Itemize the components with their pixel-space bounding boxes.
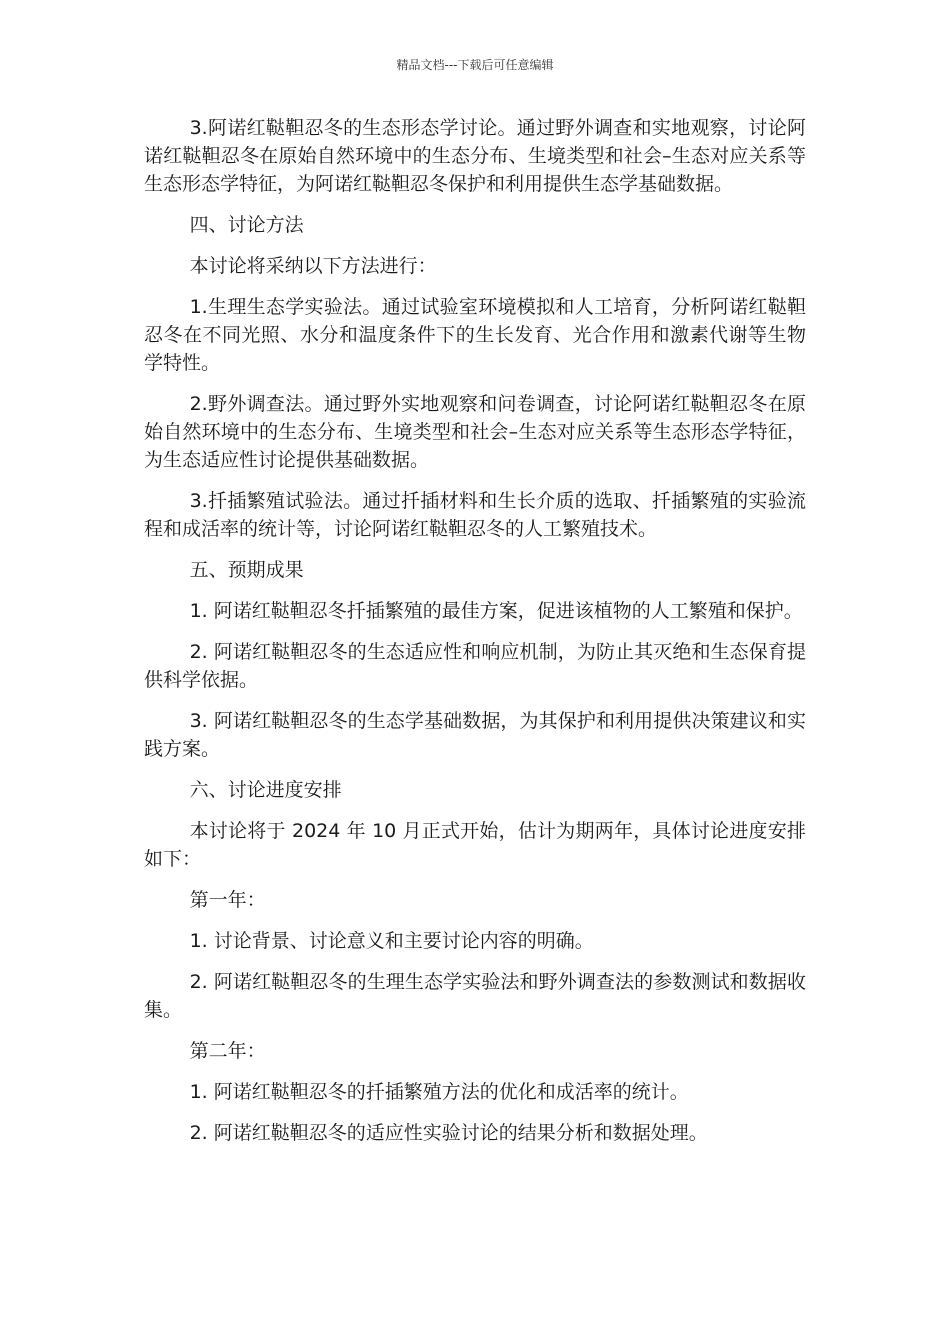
document-body: [144, 114, 806, 1160]
paragraph-schedule-intro: 本讨论将于 2024 年 10 月正式开始，估计为期两年，具体讨论进度安排如下：: [144, 820, 806, 870]
section-heading-methods: 四、讨论方法: [189, 214, 304, 236]
paragraph-method-physiology: 1.生理生态学实验法。通过试验室环境模拟和人工培育，分析阿诺红鞑靼忍冬在不同光照、水分和温度条件下的生长发育、光合作用和激素代谢等生物学特性。: [144, 296, 806, 374]
paragraph-year2-item-1: 1. 阿诺红鞑靼忍冬的扦插繁殖方法的优化和成活率的统计。: [189, 1081, 689, 1103]
schedule-year-1-label: 第一年：: [189, 889, 266, 911]
paragraph-year1-item-2: 2. 阿诺红鞑靼忍冬的生理生态学实验法和野外调查法的参数测试和数据收集。: [144, 971, 806, 1021]
paragraph-method-field-survey: 2.野外调查法。通过野外实地观察和问卷调查，讨论阿诺红鞑靼忍冬在原始自然环境中的生态分布、生境类型和社会–生态对应关系等生态形态学特征，为生态适应性讨论提供基础数据。: [144, 393, 806, 471]
page-header: 精品文档---下载后可任意编辑: [396, 58, 554, 72]
paragraph-method-cutting: 3.扦插繁殖试验法。通过扦插材料和生长介质的选取、扦插繁殖的实验流程和成活率的统计等，讨论阿诺红鞑靼忍冬的人工繁殖技术。: [144, 490, 806, 540]
paragraph-ecomorphology-study: 3.阿诺红鞑靼忍冬的生态形态学讨论。通过野外调查和实地观察，讨论阿诺红鞑靼忍冬在原始自然环境中的生态分布、生境类型和社会–生态对应关系等生态形态学特征，为阿诺红鞑靼忍冬保护和利用提供生态学基础数据。: [144, 117, 806, 195]
paragraph-methods-intro: 本讨论将采纳以下方法进行：: [189, 255, 437, 277]
paragraph-year2-item-2: 2. 阿诺红鞑靼忍冬的适应性实验讨论的结果分析和数据处理。: [189, 1122, 708, 1144]
paragraph-result-3: 3. 阿诺红鞑靼忍冬的生态学基础数据，为其保护和利用提供决策建议和实践方案。: [144, 710, 806, 760]
paragraph-result-2: 2. 阿诺红鞑靼忍冬的生态适应性和响应机制，为防止其灭绝和生态保育提供科学依据。: [144, 641, 806, 691]
schedule-year-2-label: 第二年：: [189, 1040, 266, 1062]
paragraph-year1-item-1: 1. 讨论背景、讨论意义和主要讨论内容的明确。: [189, 930, 594, 952]
section-heading-expected-results: 五、预期成果: [189, 559, 304, 581]
paragraph-result-1: 1. 阿诺红鞑靼忍冬扦插繁殖的最佳方案，促进该植物的人工繁殖和保护。: [189, 600, 803, 622]
section-heading-schedule: 六、讨论进度安排: [189, 779, 342, 801]
